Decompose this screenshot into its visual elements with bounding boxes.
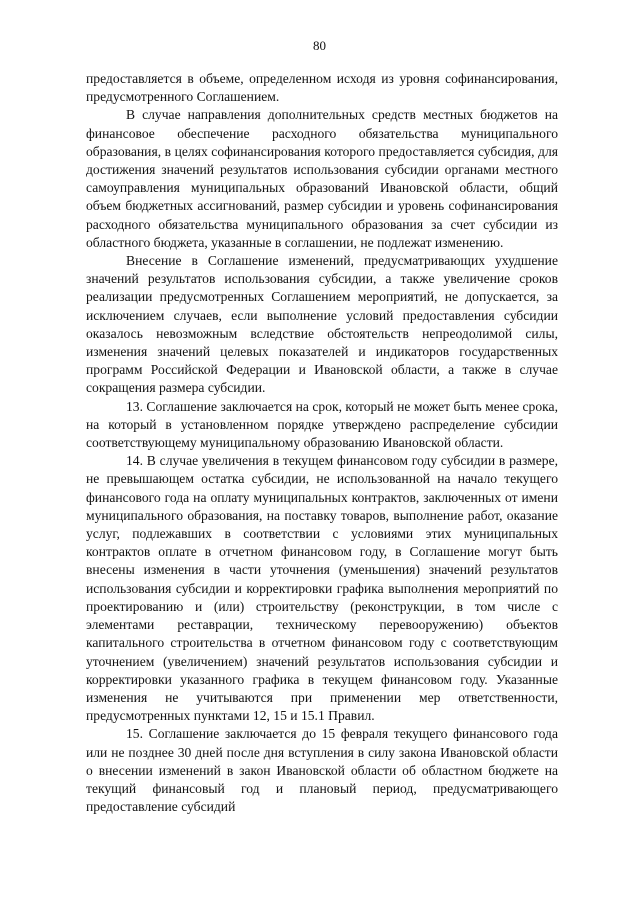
paragraph-additional-funds: В случае направления дополнительных средств местных бюджетов на финансовое обеспечение расходного обязательства муниципального образования, в целях софинансирования которого предоставляется субсидия, для достижения значений результатов использования субсидии органами местного самоуправления муниципальных образований Ивановской области, общий объем бюджетных ассигнований, размер субсидии и уровень софинансирования расходного обязательства муниципального образования за счет субсидии из областного бюджета, указанные в соглашении, не подлежат изменению.	[86, 107, 558, 250]
document-body	[86, 70, 558, 816]
paragraph-amendments: Внесение в Соглашение изменений, предусматривающих ухудшение значений результатов использования субсидии, а также увеличение сроков реализации предусмотренных Соглашением мероприятий, не допускается, за исключением случаев, если выполнение условий предоставления субсидии оказалось невозможным вследствие обстоятельств непреодолимой силы, изменения значений целевых показателей и индикаторов государственных программ Российской Федерации и Ивановской области, а также в случае сокращения размера субсидии.	[86, 253, 558, 396]
page-number: 80	[313, 38, 326, 53]
paragraph-13: 13. Соглашение заключается на срок, который не может быть менее срока, на который в установленном порядке утверждено распределение субсидии соответствующему муниципальному образованию Ивановской области.	[86, 398, 558, 451]
paragraph-continuation: предоставляется в объеме, определенном исходя из уровня софинансирования, предусмотренного Соглашением.	[86, 71, 558, 105]
paragraph-14: 14. В случае увеличения в текущем финансовом году субсидии в размере, не превышающем остатка субсидии, не использованной на начало текущего финансового года на оплату муниципальных контрактов, заключенных от имени муниципального образования, на поставку товаров, выполнение работ, оказание услуг, подлежавших в соответствии с условиями этих муниципальных контрактов оплате в отчетном финансовом году, в Соглашение могут быть внесены изменения в части уточнения (уменьшения) значений результатов использования субсидии и корректировки графика выполнения мероприятий по проектированию и (или) строительству (реконструкции, в том числе с элементами реставрации, техническому перевооружению) объектов капитального строительства в отчетном финансовом году с соответствующим уточнением (увеличением) значений результатов использования субсидии и корректировки указанного графика в текущем финансовом году. Указанные изменения не учитываются при применении мер ответственности, предусмотренных пунктами 12, 15 и 15.1 Правил.	[86, 453, 558, 724]
paragraph-15: 15. Соглашение заключается до 15 февраля текущего финансового года или не позднее 30 дней после дня вступления в силу закона Ивановской области о внесении изменений в закон Ивановской области об областном бюджете на текущий финансовый год и плановый период, предусматривающего предоставление субсидий	[86, 726, 558, 815]
